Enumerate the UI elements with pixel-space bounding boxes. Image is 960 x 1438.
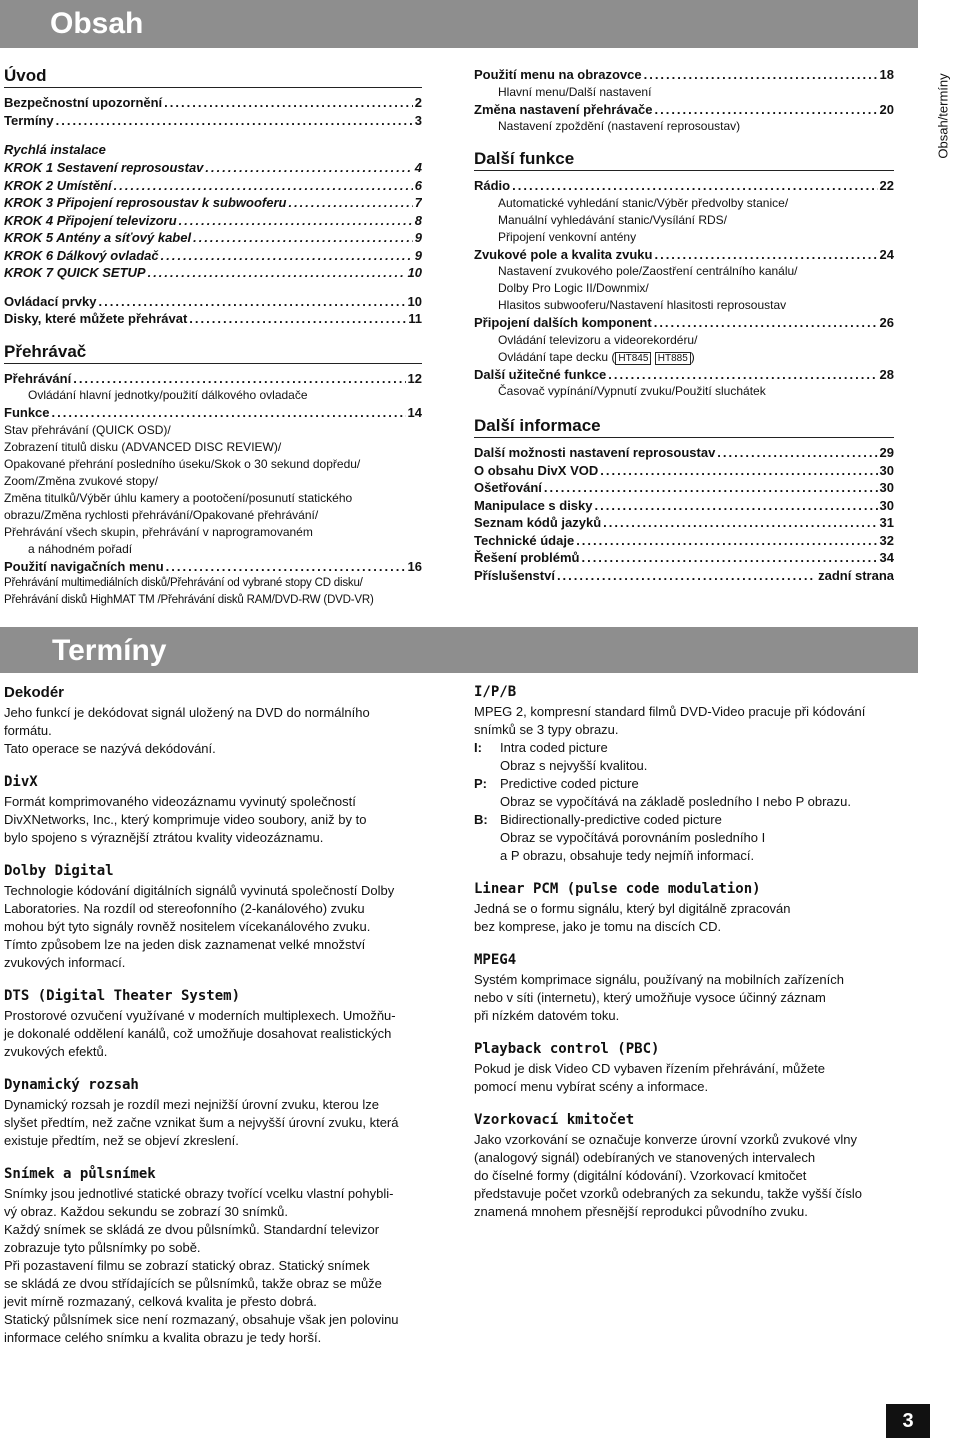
toc-desc: Hlavní menu/Další nastavení	[498, 84, 652, 99]
term-heading: I/P/B	[474, 684, 517, 700]
toc-entry[interactable]: Bezpečnostní upozornění ..... 2	[4, 94, 422, 112]
term-heading: Dolby Digital	[4, 863, 114, 879]
toc-desc: Připojení venkovní antény	[498, 229, 637, 244]
model-badge: HT845	[615, 352, 651, 365]
toc-desc: obrazu/Změna rychlosti přehrávání/Opakované přehrávání/	[4, 507, 319, 522]
toc-entry[interactable]: Funkce ..... 14	[4, 404, 422, 422]
term-heading: Linear PCM (pulse code modulation)	[474, 881, 761, 897]
toc-entry[interactable]: Další možnosti nastavení reprosoustav ..... 29	[474, 444, 894, 462]
toc-desc: Ovládání hlavní jednotky/použití dálkového ovladače	[28, 388, 308, 402]
toc-desc: Nastavení zvukového pole/Zaostření centrálního kanálu/	[498, 264, 798, 278]
toc-entry[interactable]: Změna nastavení přehrávače ..... 20	[474, 101, 894, 119]
toc-entry[interactable]: Manipulace s disky ..... 30	[474, 497, 894, 515]
term-heading: MPEG4	[474, 952, 517, 968]
toc-section-dalsi-info: Další informace	[474, 416, 894, 438]
toc-desc: Hlasitos subwooferu/Nastavení hlasitosti reprosoustav	[498, 298, 787, 312]
toc-desc: Dolby Pro Logic II/Downmix/	[498, 281, 649, 295]
toc-entry[interactable]: KROK 3 Připojení reprosoustav k subwooferu ..... 7	[4, 194, 422, 212]
toc-entry[interactable]: KROK 5 Antény a síťový kabel ..... 9	[4, 229, 422, 247]
toc-entry[interactable]: Použití menu na obrazovce ..... 18	[474, 66, 894, 84]
toc-desc: Časovač vypínání/Vypnutí zvuku/Použití sluchátek	[498, 384, 766, 398]
picture-type-item: P: Predictive coded picture	[474, 776, 639, 791]
toc-entry[interactable]: Seznam kódů jazyků ..... 31	[474, 514, 894, 532]
toc-entry[interactable]: Disky, které můžete přehrávat ..... 11	[4, 310, 422, 328]
toc-section-player: Přehrávač	[4, 342, 422, 364]
toc-desc: Přehrávání multimediálních disků/Přehrávání od vybrané stopy CD disku/	[4, 577, 363, 589]
toc-desc: Přehrávání disků HighMAT TM /Přehrávání disků RAM/DVD-RW (DVD-VR)	[4, 594, 374, 606]
toc-desc: Automatické vyhledání stanic/Výběr předvolby stanice/	[498, 195, 789, 210]
toc-entry[interactable]: KROK 2 Umístění ..... 6	[4, 177, 422, 195]
toc-entry[interactable]: Termíny ..... 3	[4, 112, 422, 130]
toc-entry[interactable]: KROK 6 Dálkový ovladač ..... 9	[4, 247, 422, 265]
toc-desc: Opakované přehrání posledního úseku/Skok o 30 sekund dopředu/	[4, 456, 361, 471]
page-number: 3	[886, 1404, 930, 1438]
term-heading: Playback control (PBC)	[474, 1041, 660, 1057]
toc-desc: Přehrávání všech skupin, přehrávání v naprogramovaném	[4, 524, 313, 539]
toc-entry[interactable]: KROK 7 QUICK SETUP ..... 10	[4, 264, 422, 282]
term-heading: Snímek a půlsnímek	[4, 1166, 156, 1182]
toc-entry[interactable]: Ošetřování ..... 30	[474, 479, 894, 497]
term-heading: DivX	[4, 774, 38, 790]
toc-entry[interactable]: KROK 1 Sestavení reprosoustav ..... 4	[4, 159, 422, 177]
contents-title: Obsah	[50, 7, 144, 40]
picture-type-item: B: Bidirectionally-predictive coded picture	[474, 812, 722, 827]
toc-entry[interactable]: O obsahu DivX VOD ..... 30	[474, 462, 894, 480]
toc-desc: Stav přehrávání (QUICK OSD)/	[4, 422, 171, 437]
contents-banner	[0, 0, 918, 48]
side-tab-label: Obsah/termíny	[935, 73, 951, 159]
term-heading: DTS (Digital Theater System)	[4, 988, 241, 1004]
toc-desc: Zoom/Změna zvukové stopy/	[4, 473, 159, 488]
glossary-title: Termíny	[52, 634, 167, 667]
toc-right-column	[474, 66, 894, 584]
toc-entry[interactable]: Zvukové pole a kvalita zvuku ..... 24	[474, 246, 894, 264]
toc-desc: Ovládání televizoru a videorekordéru/	[498, 332, 698, 347]
toc-entry[interactable]: Další užitečné funkce ..... 28	[474, 366, 894, 384]
glossary-right-column: I/P/B MPEG 2, kompresní standard filmů DVD-Video pracuje při kódování snímků se 3 typy obrazu. I: Intra coded picture Obraz s nejvyšší kvalitou. P: Predictive coded picture Obraz se vypočítává na základě posledního I nebo P obrazu. B: Bidirectionally-predictive coded picture Obraz se vypočítává porovnáním posledního I a P obrazu, obsahuje tedy nejmíň informací. Linear PCM (pulse code modulation) Jedná se o formu signálu, který byl digitálně zpracován bez komprese, jako je tomu na discích CD. MPEG4 Systém komprimace signálu, používaný na mobilních zařízeních nebo v síti (internetu), který umožňuje vysoce účinný záznam při nízkém datovém toku. Playback control (PBC) Pokud je disk Video CD vybaven řízením přehrávání, můžete pomocí menu vybírat scény a informace. Vzorkovací kmitočet Jako vzorkování se označuje konverze úrovní vzorků zvukové vlny (analogový signál) odebíraných ve stanovených intervalech do číselné formy (digitální kódování). Vzorkovací kmitočet představuje počet vzorků odebraných za sekundu, takže vyšší číslo znamená mnohem přesnější reprodukci původního zvuku.	[474, 684, 894, 1221]
toc-desc: Změna titulků/Výběr úhlu kamery a pootočení/posunutí statického	[4, 490, 353, 505]
glossary-banner	[0, 627, 918, 673]
toc-subsection-quick: Rychlá instalace	[4, 142, 106, 157]
toc-desc-tape: Ovládání tape decku ( HT845 HT885 )	[498, 349, 695, 364]
term-heading: Dynamický rozsah	[4, 1077, 139, 1093]
side-tab	[930, 62, 956, 170]
toc-desc: Manuální vyhledávání stanic/Vysílání RDS/	[498, 212, 728, 227]
toc-section-dalsi-funkce: Další funkce	[474, 149, 894, 171]
toc-entry[interactable]: Připojení dalších komponent ..... 26	[474, 314, 894, 332]
term-heading: Vzorkovací kmitočet	[474, 1112, 635, 1128]
toc-section-uvod: Úvod	[4, 66, 422, 88]
toc-entry[interactable]: Rádio ..... 22	[474, 177, 894, 195]
toc-entry[interactable]: Přehrávání ..... 12	[4, 370, 422, 388]
toc-desc: Zobrazení titulů disku (ADVANCED DISC REVIEW)/	[4, 439, 282, 454]
picture-type-item: I: Intra coded picture	[474, 740, 608, 755]
toc-entry[interactable]: Příslušenství ..... zadní strana	[474, 567, 894, 585]
toc-left-column	[4, 66, 422, 609]
model-badge: HT885	[655, 352, 691, 365]
glossary-left-column: Dekodér Jeho funkcí je dekódovat signál uložený na DVD do normálního formátu. Tato operace se nazývá dekódování. DivX Formát komprimovaného videozáznamu vyvinutý společností DivXNetworks, Inc., který komprimuje video soubory, aniž by to bylo spojeno s výraznější ztrátou kvality videozáznamu. Dolby Digital Technologie kódování digitálních signálů vyvinutá společností Dolby Laboratories. Na rozdíl od stereofonního (2-kanálového) zvuku mohou být tyto signály rovněž nositelem vícekanálového zvuku. Tímto způsobem lze na jeden disk zaznamenat velké množství zvukových informací. DTS (Digital Theater System) Prostorové ozvučení využívané v moderních multiplexech. Umožňu- je dokonalé oddělení kanálů, což umožňuje dosahovat realistických zvukových efektů. Dynamický rozsah Dynamický rozsah je rozdíl mezi nejnižší úrovní zvuku, kterou lze slyšet předtím, než začne vznikat šum a nejvyšší úrovní zvuku, která existuje předtím, než se objeví zkreslení. Snímek a půlsnímek Snímky jsou jednotlivé statické obrazy tvořící vcelku vlastní pohybli- vý obraz. Každou sekundu se zobrazí 30 snímků. Každý snímek se skládá ze dvou půlsnímků. Standardní televizor zobrazuje tyto půlsnímky po sobě. Při pozastavení filmu se zobrazí statický obraz. Statický snímek se skládá ze dvou střídajících se půlsnímků, takže obraz se může jevit mírně rozmazaný, celková kvalita je přesto dobrá. Statický půlsnímek sice není rozmazaný, obsahuje však jen polovinu informace celého snímku a kvalita obrazu je tedy horší.	[4, 684, 424, 1347]
toc-entry[interactable]: Řešení problémů ..... 34	[474, 549, 894, 567]
toc-desc: a náhodném pořadí	[28, 541, 133, 556]
term-heading: Dekodér	[4, 684, 65, 701]
toc-desc: Nastavení zpoždění (nastavení reprosoustav)	[498, 119, 741, 133]
toc-entry[interactable]: KROK 4 Připojení televizoru ..... 8	[4, 212, 422, 230]
toc-entry[interactable]: Ovládací prvky ..... 10	[4, 293, 422, 311]
toc-entry[interactable]: Technické údaje ..... 32	[474, 532, 894, 550]
toc-entry[interactable]: Použití navigačních menu ..... 16	[4, 558, 422, 576]
